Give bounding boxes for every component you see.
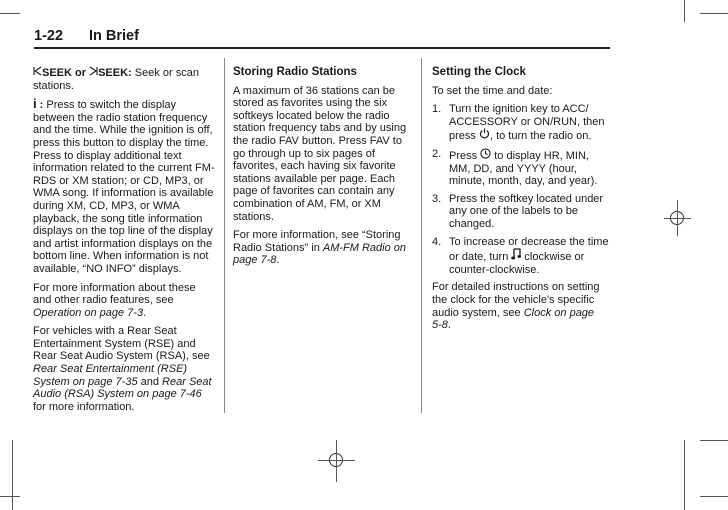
clock-heading: Setting the Clock: [432, 66, 526, 78]
power-icon: [479, 130, 490, 142]
rse-paragraph: For vehicles with a Rear Seat Entertainment System (RSE) and Rear Seat Audio System (RSA), see Rear Seat Entertainment (RSE) System on page 7‑35 and Rear Seat Audio (RSA) System on page 7‑46 for more information.: [33, 325, 212, 413]
crop-mark: [700, 496, 728, 497]
crop-mark: [684, 0, 685, 22]
seek-text: Seek or scan stations.: [33, 67, 199, 92]
clock-steps: [432, 103, 610, 276]
column-setting-clock: [432, 66, 610, 338]
seek-forward-icon: [89, 67, 98, 79]
clock-step: 4. To increase or decrease the time or date, turn clockwise or counter-clockwise.: [432, 235, 609, 276]
column-storing-stations: [233, 66, 413, 273]
info-text: Press to switch the display between the radio station frequency and the time. While the ignition is off, press this button to display the time. Press to display additional text information related to the current FM-RDS or XM station; or CD, MP3, or WMA song. If information is available during XM, CD, MP3, or WMA playback, the song title information displays on the top line of the display and artist information displays on the bottom line. When information is not available, “NO INFO” displays.: [33, 99, 215, 275]
crop-mark: [0, 13, 20, 14]
am-fm-radio-ref[interactable]: AM-FM Radio on page 7‑8: [233, 241, 407, 267]
registration-mark: [336, 440, 337, 482]
crop-mark: [684, 440, 685, 510]
column-radio-controls: [33, 66, 217, 419]
clock-step: 2. Press to display HR, MIN, MM, DD, and YYYY (hour, minute, month, day, and year).: [432, 147, 598, 188]
crop-mark: [700, 440, 728, 441]
operation-ref[interactable]: Operation on page 7‑3: [33, 306, 144, 319]
clock-step: 3. Press the softkey located under any one of the labels to be changed.: [432, 192, 604, 230]
clock-icon: [480, 150, 491, 162]
section-title: In Brief: [89, 28, 139, 44]
rse-ref[interactable]: Rear Seat Entertainment (RSE) System on page 7‑35: [33, 363, 188, 388]
page-number: 1-22: [34, 28, 64, 44]
more-info-paragraph: For more information about these and other radio features, see Operation on page 7‑3.: [33, 281, 196, 319]
info-icon: i: [33, 96, 37, 112]
header-rule: [34, 47, 610, 49]
storing-ref-paragraph: For more information, see “Storing Radio Stations” in AM-FM Radio on page 7‑8.: [233, 229, 407, 267]
column-divider: [421, 58, 422, 413]
clock-intro: To set the time and date:: [432, 84, 553, 97]
crop-mark: [12, 440, 13, 510]
info-paragraph: i : Press to switch the display between the radio station frequency and the time. While the ignition is off, press this button to display the time. Press to display additional text information related to the current FM-RDS or XM station; or CD, MP3, or WMA song. If information is available during XM, CD, MP3, or WMA playback, the song title information displays on the top line of the display and artist information displays on the bottom line. When information is not available, “NO INFO” displays.: [33, 96, 215, 275]
column-divider: [224, 58, 225, 413]
clock-ref[interactable]: Clock on page 5‑8: [432, 306, 595, 332]
seek-back-label: SEEK or: [42, 67, 87, 79]
clock-step: 1. Turn the ignition key to ACC/ ACCESSORY or ON/RUN, then press , to turn the radio on.: [432, 103, 605, 143]
seek-back-icon: [33, 67, 42, 79]
tune-knob-icon: [511, 251, 521, 263]
clock-detail-paragraph: For detailed instructions on setting the clock for the vehicle's specific audio system, see Clock on page 5‑8.: [432, 281, 600, 332]
crop-mark: [700, 13, 728, 14]
storing-heading: Storing Radio Stations: [233, 66, 357, 78]
storing-body: A maximum of 36 stations can be stored as favorites using the six softkeys located below the radio station frequency tabs and by using the radio FAV button. Press FAV to go through up to six pages of favorites, each having six favorite stations available per page. Each page of favorites can contain any combination of AM, FM, or XM stations.: [233, 84, 407, 223]
seek-paragraph: [33, 66, 217, 92]
registration-mark: [318, 460, 355, 461]
crop-mark: [0, 496, 20, 497]
seek-forward-label: SEEK:: [98, 67, 132, 79]
rsa-ref[interactable]: Rear Seat Audio (RSA) System on page 7‑46: [33, 375, 212, 401]
registration-mark: [664, 218, 691, 219]
